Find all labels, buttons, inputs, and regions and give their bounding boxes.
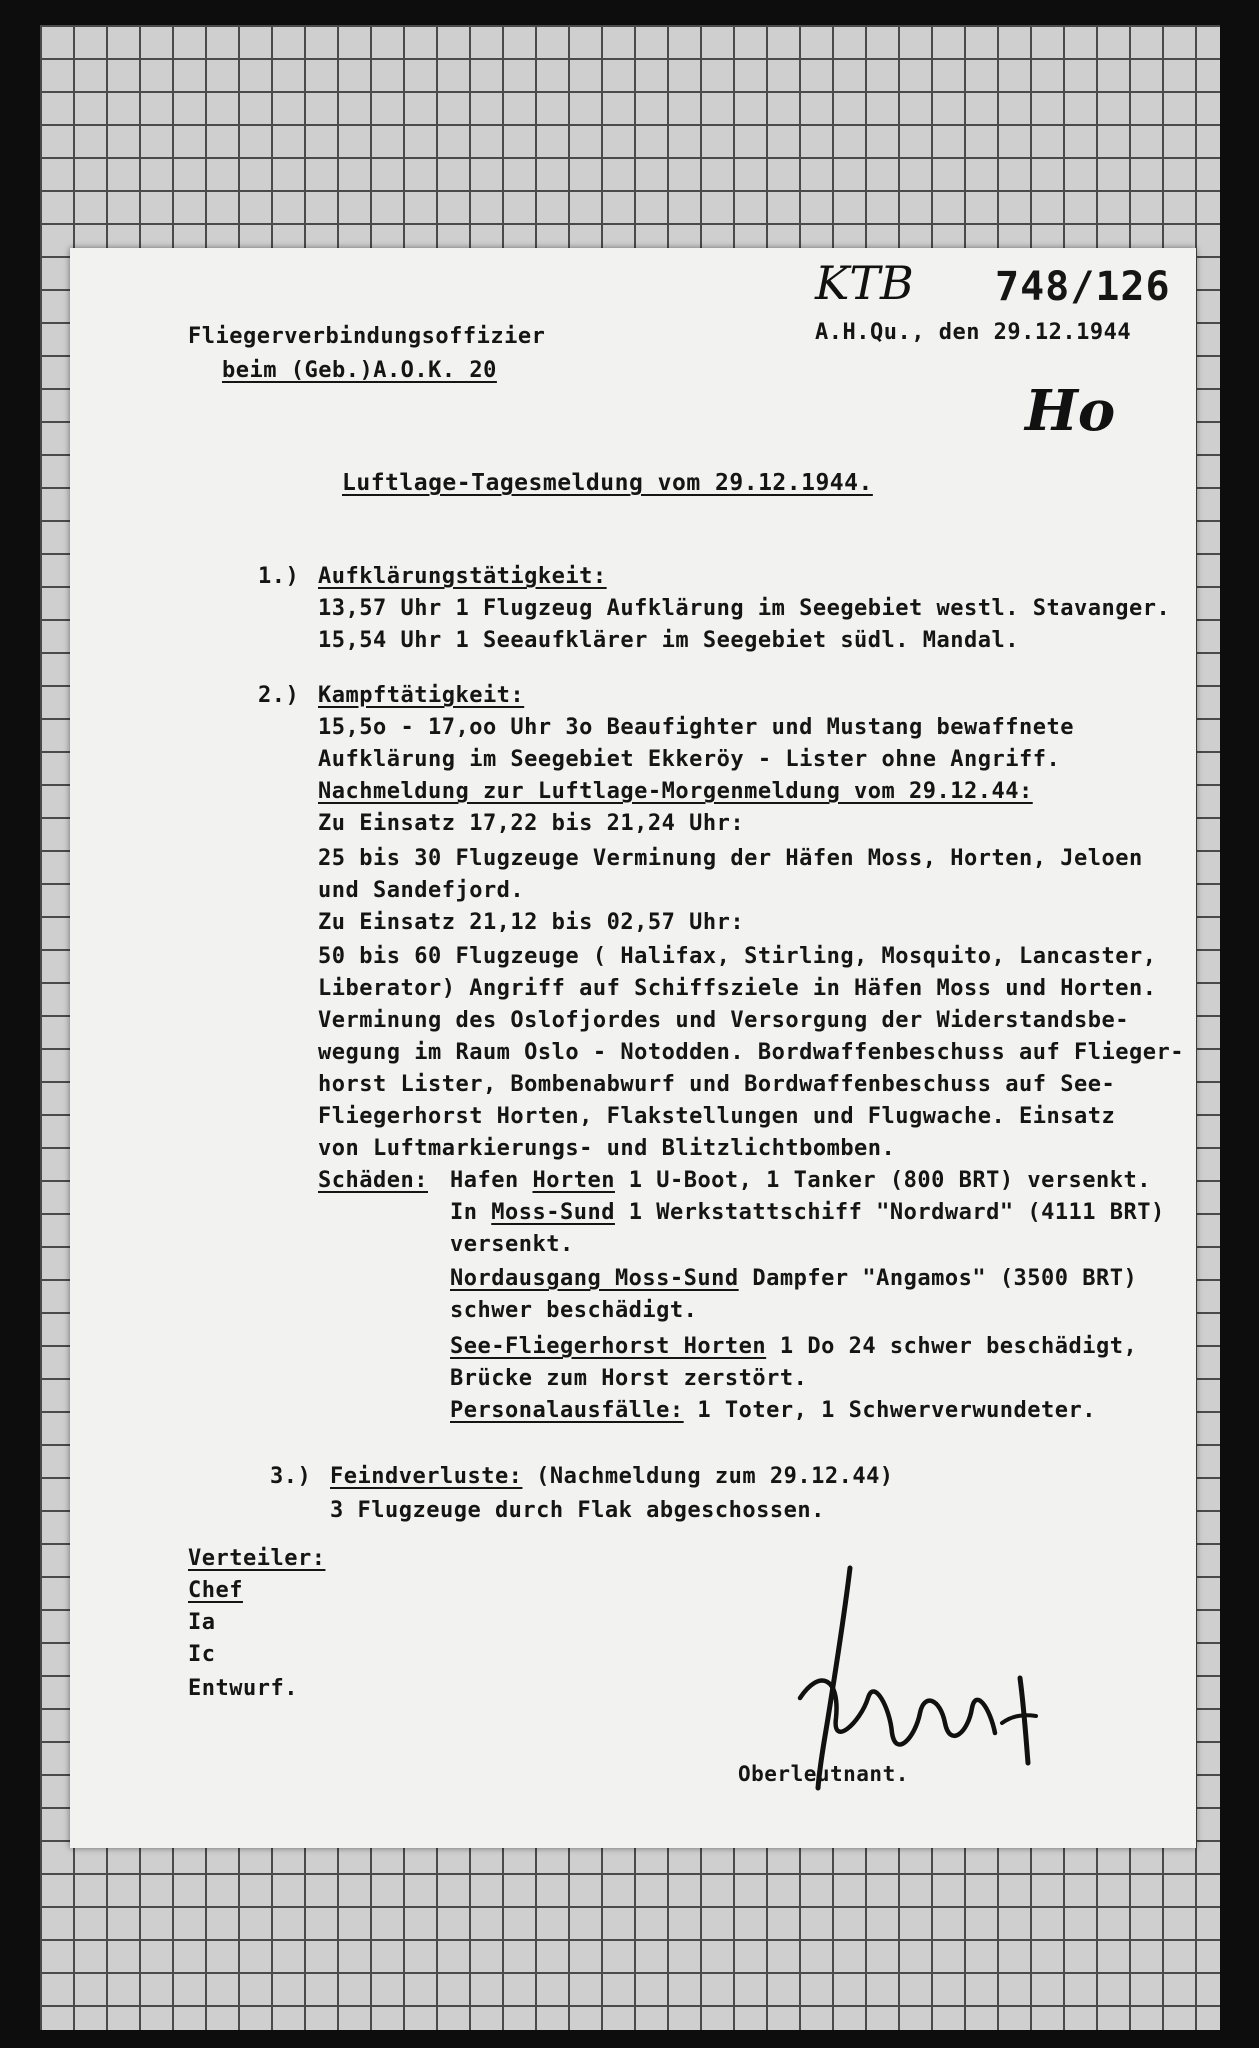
damage-line <box>450 1398 1096 1423</box>
damage-post: 1 Toter, 1 Schwerverwundeter. <box>683 1398 1097 1423</box>
distribution-item: Ia <box>188 1610 216 1635</box>
distribution-item: Chef <box>188 1578 243 1603</box>
section-2-number: 2.) <box>258 683 300 708</box>
damage-pre: In <box>450 1200 492 1225</box>
section-2-line: Liberator) Angriff auf Schiffsziele in Häfen Moss und Horten. <box>318 976 1157 1001</box>
damage-post: 1 U-Boot, 1 Tanker (800 BRT) versenkt. <box>614 1168 1152 1193</box>
damage-line <box>450 1232 574 1257</box>
damage-place: Nordausgang Moss-Sund <box>450 1266 739 1291</box>
section-3-number: 3.) <box>270 1464 312 1489</box>
section-2-line: Zu Einsatz 17,22 bis 21,24 Uhr: <box>318 811 745 836</box>
damage-place: Moss-Sund <box>491 1200 615 1225</box>
damage-line <box>450 1334 1137 1359</box>
section-2-line: wegung im Raum Oslo - Notodden. Bordwaffenbeschuss auf Flieger- <box>318 1040 1184 1065</box>
damage-place: See-Fliegerhorst Horten <box>450 1334 767 1359</box>
section-3-heading-line <box>330 1464 894 1489</box>
section-2-heading: Kampftätigkeit: <box>318 683 525 708</box>
section-1-number: 1.) <box>258 564 300 589</box>
section-2-line: Fliegerhorst Horten, Flakstellungen und Flugwache. Einsatz <box>318 1104 1116 1129</box>
damage-label: Schäden: <box>318 1168 428 1193</box>
section-2-line: 15,5o - 17,oo Uhr 3o Beaufighter und Mustang bewaffnete <box>318 715 1074 740</box>
section-2-line: Aufklärung im Seegebiet Ekkeröy - Lister ohne Angriff. <box>318 747 1061 772</box>
section-2-line: 50 bis 60 Flugzeuge ( Halifax, Stirling, Mosquito, Lancaster, <box>318 944 1157 969</box>
section-2-line: Verminung des Oslofjordes und Versorgung der Widerstandsbe- <box>318 1008 1129 1033</box>
section-3-heading-rest: (Nachmeldung zum 29.12.44) <box>522 1464 894 1489</box>
damage-post: Dampfer "Angamos" (3500 BRT) <box>738 1266 1138 1291</box>
damage-place: Personalausfälle: <box>450 1398 684 1423</box>
section-2-line: horst Lister, Bombenabwurf und Bordwaffenbeschuss auf See- <box>318 1072 1116 1097</box>
initials-mark: Ho <box>1025 378 1116 444</box>
damage-pre: Brücke zum Horst zerstört. <box>450 1366 808 1391</box>
section-2-line: 25 bis 30 Flugzeuge Verminung der Häfen Moss, Horten, Jeloen <box>318 846 1143 871</box>
section-1-line: 15,54 Uhr 1 Seeaufklärer im Seegebiet südl. Mandal. <box>318 628 1020 653</box>
sender-line-2: beim (Geb.)A.O.K. 20 <box>222 358 497 383</box>
section-2-line: und Sandefjord. <box>318 878 525 903</box>
section-2-line: von Luftmarkierungs- und Blitzlichtbomben. <box>318 1136 896 1161</box>
sender-line-1: Fliegerverbindungsoffizier <box>188 324 546 349</box>
section-3-line: 3 Flugzeuge durch Flak abgeschossen. <box>330 1498 825 1523</box>
damage-post: 1 Werkstattschiff "Nordward" (4111 BRT) <box>614 1200 1165 1225</box>
distribution-label: Verteiler: <box>188 1546 326 1571</box>
damage-pre: versenkt. <box>450 1232 574 1257</box>
report-title: Luftlage-Tagesmeldung vom 29.12.1944. <box>342 470 873 496</box>
damage-line <box>450 1200 1165 1225</box>
signatory-rank: Oberleutnant. <box>738 1762 909 1786</box>
damage-place: Horten <box>532 1168 615 1193</box>
damage-line <box>450 1366 807 1391</box>
damage-pre: schwer beschädigt. <box>450 1298 698 1323</box>
damage-line <box>450 1266 1137 1291</box>
distribution-item: Ic <box>188 1642 216 1667</box>
damage-line <box>450 1298 697 1323</box>
damage-line <box>450 1168 1151 1193</box>
section-1-heading: Aufklärungstätigkeit: <box>318 564 607 589</box>
damage-pre: Hafen <box>450 1168 533 1193</box>
section-2-line: Zu Einsatz 21,12 bis 02,57 Uhr: <box>318 910 745 935</box>
section-1-line: 13,57 Uhr 1 Flugzeug Aufklärung im Seegebiet westl. Stavanger. <box>318 596 1171 621</box>
document-sheet <box>70 248 1196 1848</box>
distribution-item: Entwurf. <box>188 1676 298 1701</box>
damage-post: 1 Do 24 schwer beschädigt, <box>766 1334 1138 1359</box>
archive-ktb: KTB <box>815 256 914 310</box>
nachmeldung-heading: Nachmeldung zur Luftlage-Morgenmeldung vom 29.12.44: <box>318 779 1033 804</box>
place-date: A.H.Qu., den 29.12.1944 <box>815 320 1132 345</box>
archive-number: 748/126 <box>995 264 1171 310</box>
section-3-heading: Feindverluste: <box>330 1464 523 1489</box>
